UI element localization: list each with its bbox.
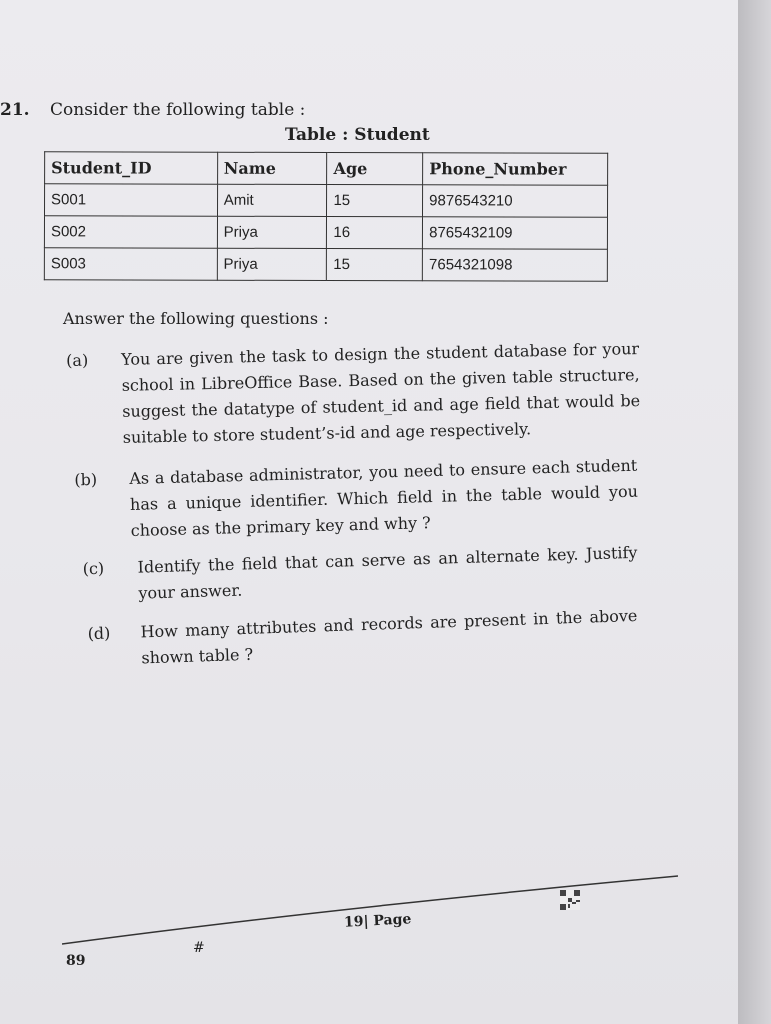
part-label: (a) <box>65 350 89 371</box>
answer-instructions: Answer the following questions : <box>63 309 329 328</box>
question-part-d <box>87 603 641 677</box>
table-cell: 15 <box>327 185 423 217</box>
table-cell: 7654321098 <box>422 249 607 281</box>
table-row <box>45 184 608 217</box>
table-row <box>44 248 607 281</box>
part-text: How many attributes and records are present in the above shown table ? <box>140 605 638 668</box>
part-text: You are given the task to design the student database for your school in LibreOffice Base. Based on the given table structure, suggest the datatype of student_id and age field that would be suitable to store student’s-id and age respectively. <box>120 339 641 447</box>
table-header-row <box>45 152 608 185</box>
table-cell: S003 <box>44 248 217 280</box>
part-label: (b) <box>74 469 98 490</box>
part-text: Identify the field that can serve as an alternate key. Justify your answer. <box>137 542 638 603</box>
question-part-b <box>74 453 641 548</box>
table-title: Table : Student <box>285 125 430 145</box>
column-header: Age <box>327 153 423 185</box>
footer-hash: # <box>193 940 205 956</box>
part-label: (d) <box>87 623 111 644</box>
column-header: Student_ID <box>45 152 218 184</box>
table-cell: 9876543210 <box>423 185 608 217</box>
table-cell: 15 <box>327 249 423 281</box>
table-cell: Priya <box>217 216 327 248</box>
column-header: Phone_Number <box>423 153 608 185</box>
qr-code-icon <box>560 890 580 910</box>
question-part-a <box>66 336 643 458</box>
question-number: 21. <box>0 100 30 120</box>
page-edge-shadow <box>738 0 771 1024</box>
table-cell: Amit <box>217 184 327 216</box>
table-cell: Priya <box>217 248 327 280</box>
part-label: (c) <box>82 558 105 579</box>
table-cell: 8765432109 <box>423 217 608 249</box>
footer-number: 89 <box>66 953 86 969</box>
table-cell: S001 <box>45 184 218 216</box>
table-cell: 16 <box>327 217 423 249</box>
question-part-c <box>82 540 640 612</box>
part-text: As a database administrator, you need to ensure each student has a unique identifier. Which field in the table would you choose as the primary key and why ? <box>129 455 639 540</box>
table-cell: S002 <box>44 216 217 248</box>
column-header: Name <box>217 152 327 184</box>
page-number: 19| Page <box>343 911 412 931</box>
question-intro: Consider the following table : <box>50 100 306 120</box>
student-table <box>44 151 608 281</box>
table-row <box>44 216 607 249</box>
footer-rule <box>62 874 678 946</box>
